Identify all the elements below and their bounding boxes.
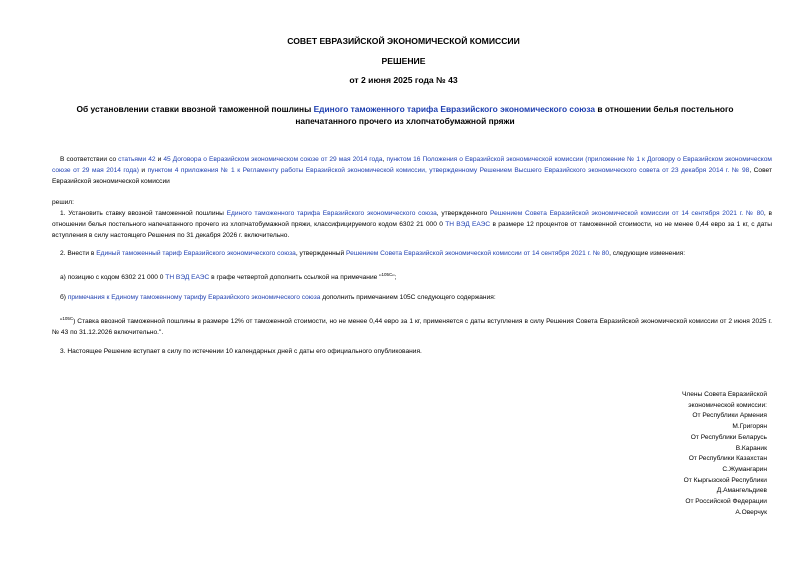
preamble-text: , Совет Евразийской экономической комиссии	[52, 167, 772, 185]
signature-line: От Кыргызской Республики	[683, 476, 767, 484]
signature-line: От Республики Армения	[692, 412, 767, 420]
title-link-customs-tariff[interactable]: Единого таможенного тарифа Евразийского экономического союза	[313, 104, 596, 114]
preamble-text: ,	[382, 156, 387, 163]
preamble-text: и	[138, 167, 148, 174]
item-2b	[52, 292, 772, 303]
item-2-text: , следующие изменения:	[609, 250, 686, 257]
item-2	[52, 248, 772, 259]
item-2-link-customs-tariff[interactable]: Единый таможенный тариф Евразийского экономического союза	[96, 250, 296, 257]
note-superscript: 105С	[62, 316, 74, 321]
title-text: Об установлении ставки ввозной таможенной пошлины	[76, 104, 314, 114]
note-text: ) Ставка ввозной таможенной пошлины в размере 12% от таможенной стоимости, но не менее 0,44 евро за 1 кг, применяется с даты вступления в силу Решения Совета Евразийской экономической комиссии от 2 июня 2025 г. № 43 по 31.12.2026 включительно.".	[52, 318, 772, 337]
signature-line: М.Григорян	[732, 423, 767, 431]
preamble-text: и	[155, 156, 164, 163]
item-2a-superscript: 105С	[381, 272, 393, 277]
note-text: "	[60, 318, 63, 326]
item-2a-text: в графе четвертой дополнить ссылкой на примечание "	[209, 274, 382, 282]
item-3: 3. Настоящее Решение вступает в силу по истечении 10 календарных дней с даты его официального опубликования.	[60, 348, 422, 355]
signature-line: От Республики Казахстан	[688, 455, 767, 463]
item-1-text: 1. Установить ставку ввозной таможенной пошлины	[60, 210, 227, 217]
preamble-link-point-4[interactable]: пунктом 4 приложения № 1 к Регламенту работы Евразийской экономической комиссии, утвержденному Решением Высшего Евразийского экономического совета от 23 декабря 2014 г. № 98	[147, 167, 750, 174]
item-1	[52, 208, 772, 241]
preamble-link-point-16[interactable]: пунктом 16 Положения о Евразийской экономической комиссии (приложение № 1 к Договору о Евразийском экономическом союзе от 29 мая 2014 года)	[52, 156, 772, 174]
header-date-number: от 2 июня 2025 года № 43	[349, 75, 458, 85]
item-2a-text: а) позицию с кодом 6302 21 000 0	[60, 274, 166, 282]
preamble	[52, 154, 772, 187]
item-2b-text: б)	[60, 294, 68, 301]
preamble-link-article-42[interactable]: статьями 42	[118, 156, 156, 163]
signature-line: От Республики Беларусь	[690, 433, 767, 441]
item-2a-text: ";	[392, 274, 397, 282]
item-2-link-decision-80[interactable]: Решением Совета Евразийской экономической комиссии от 14 сентября 2021 г. № 80	[346, 250, 610, 257]
item-1-link-decision-80[interactable]: Решением Совета Евразийской экономической комиссии от 14 сентября 2021 г. № 80	[490, 210, 764, 217]
item-2a-link-tn-ved[interactable]: ТН ВЭД ЕАЭС	[165, 274, 210, 282]
note-105c	[52, 313, 772, 338]
item-1-text: , в отношении белья постельного напечатанного прочего из хлопчатобумажной пряжи, классифицируемого кодом 6302 21 000 0	[52, 210, 772, 228]
resolved-label: решил:	[52, 199, 74, 206]
item-1-text: в размере 12 процентов от таможенной стоимости, но не менее 0,44 евро за 1 кг, с даты вступления в силу настоящего Решения по 31 декабря 2026 г. включительно.	[52, 221, 772, 239]
signature-line: А.Оверчук	[735, 508, 767, 516]
preamble-link-article-45[interactable]: 45 Договора о Евразийском экономическом союзе от 29 мая 2014 года	[163, 156, 383, 163]
item-1-link-customs-tariff[interactable]: Единого таможенного тарифа Евразийского экономического союза	[226, 210, 437, 217]
item-2b-link-notes[interactable]: примечания к Единому таможенному тарифу Евразийского экономического союза	[67, 294, 321, 301]
item-2b-text: дополнить примечанием 105С следующего содержания:	[320, 294, 496, 301]
signature-line: Члены Совета Евразийской	[681, 391, 767, 398]
item-2-text: , утвержденный	[295, 250, 347, 257]
signature-line: От Российской Федерации	[685, 498, 767, 506]
signatures-block	[567, 390, 767, 518]
item-1-text: , утвержденного	[436, 210, 490, 217]
header-doc-type: РЕШЕНИЕ	[381, 56, 426, 66]
title-text-end: в отношении белья постельного напечатанного прочего из хлопчатобумажной пряжи	[295, 104, 734, 126]
document-title	[60, 103, 750, 127]
signature-line: В.Караник	[735, 444, 767, 452]
signature-line: Д.Амангельдиев	[716, 487, 767, 495]
signature-line: С.Жумангарин	[722, 465, 767, 473]
preamble-text: В соответствии со	[60, 156, 119, 163]
header-org: СОВЕТ ЕВРАЗИЙСКОЙ ЭКОНОМИЧЕСКОЙ КОМИССИИ	[287, 36, 520, 46]
signature-line: экономической комиссии:	[688, 401, 767, 409]
item-2-text: 2. Внести в	[60, 250, 97, 257]
item-2a	[52, 269, 772, 283]
item-1-link-tn-ved[interactable]: ТН ВЭД ЕАЭС	[445, 221, 491, 228]
